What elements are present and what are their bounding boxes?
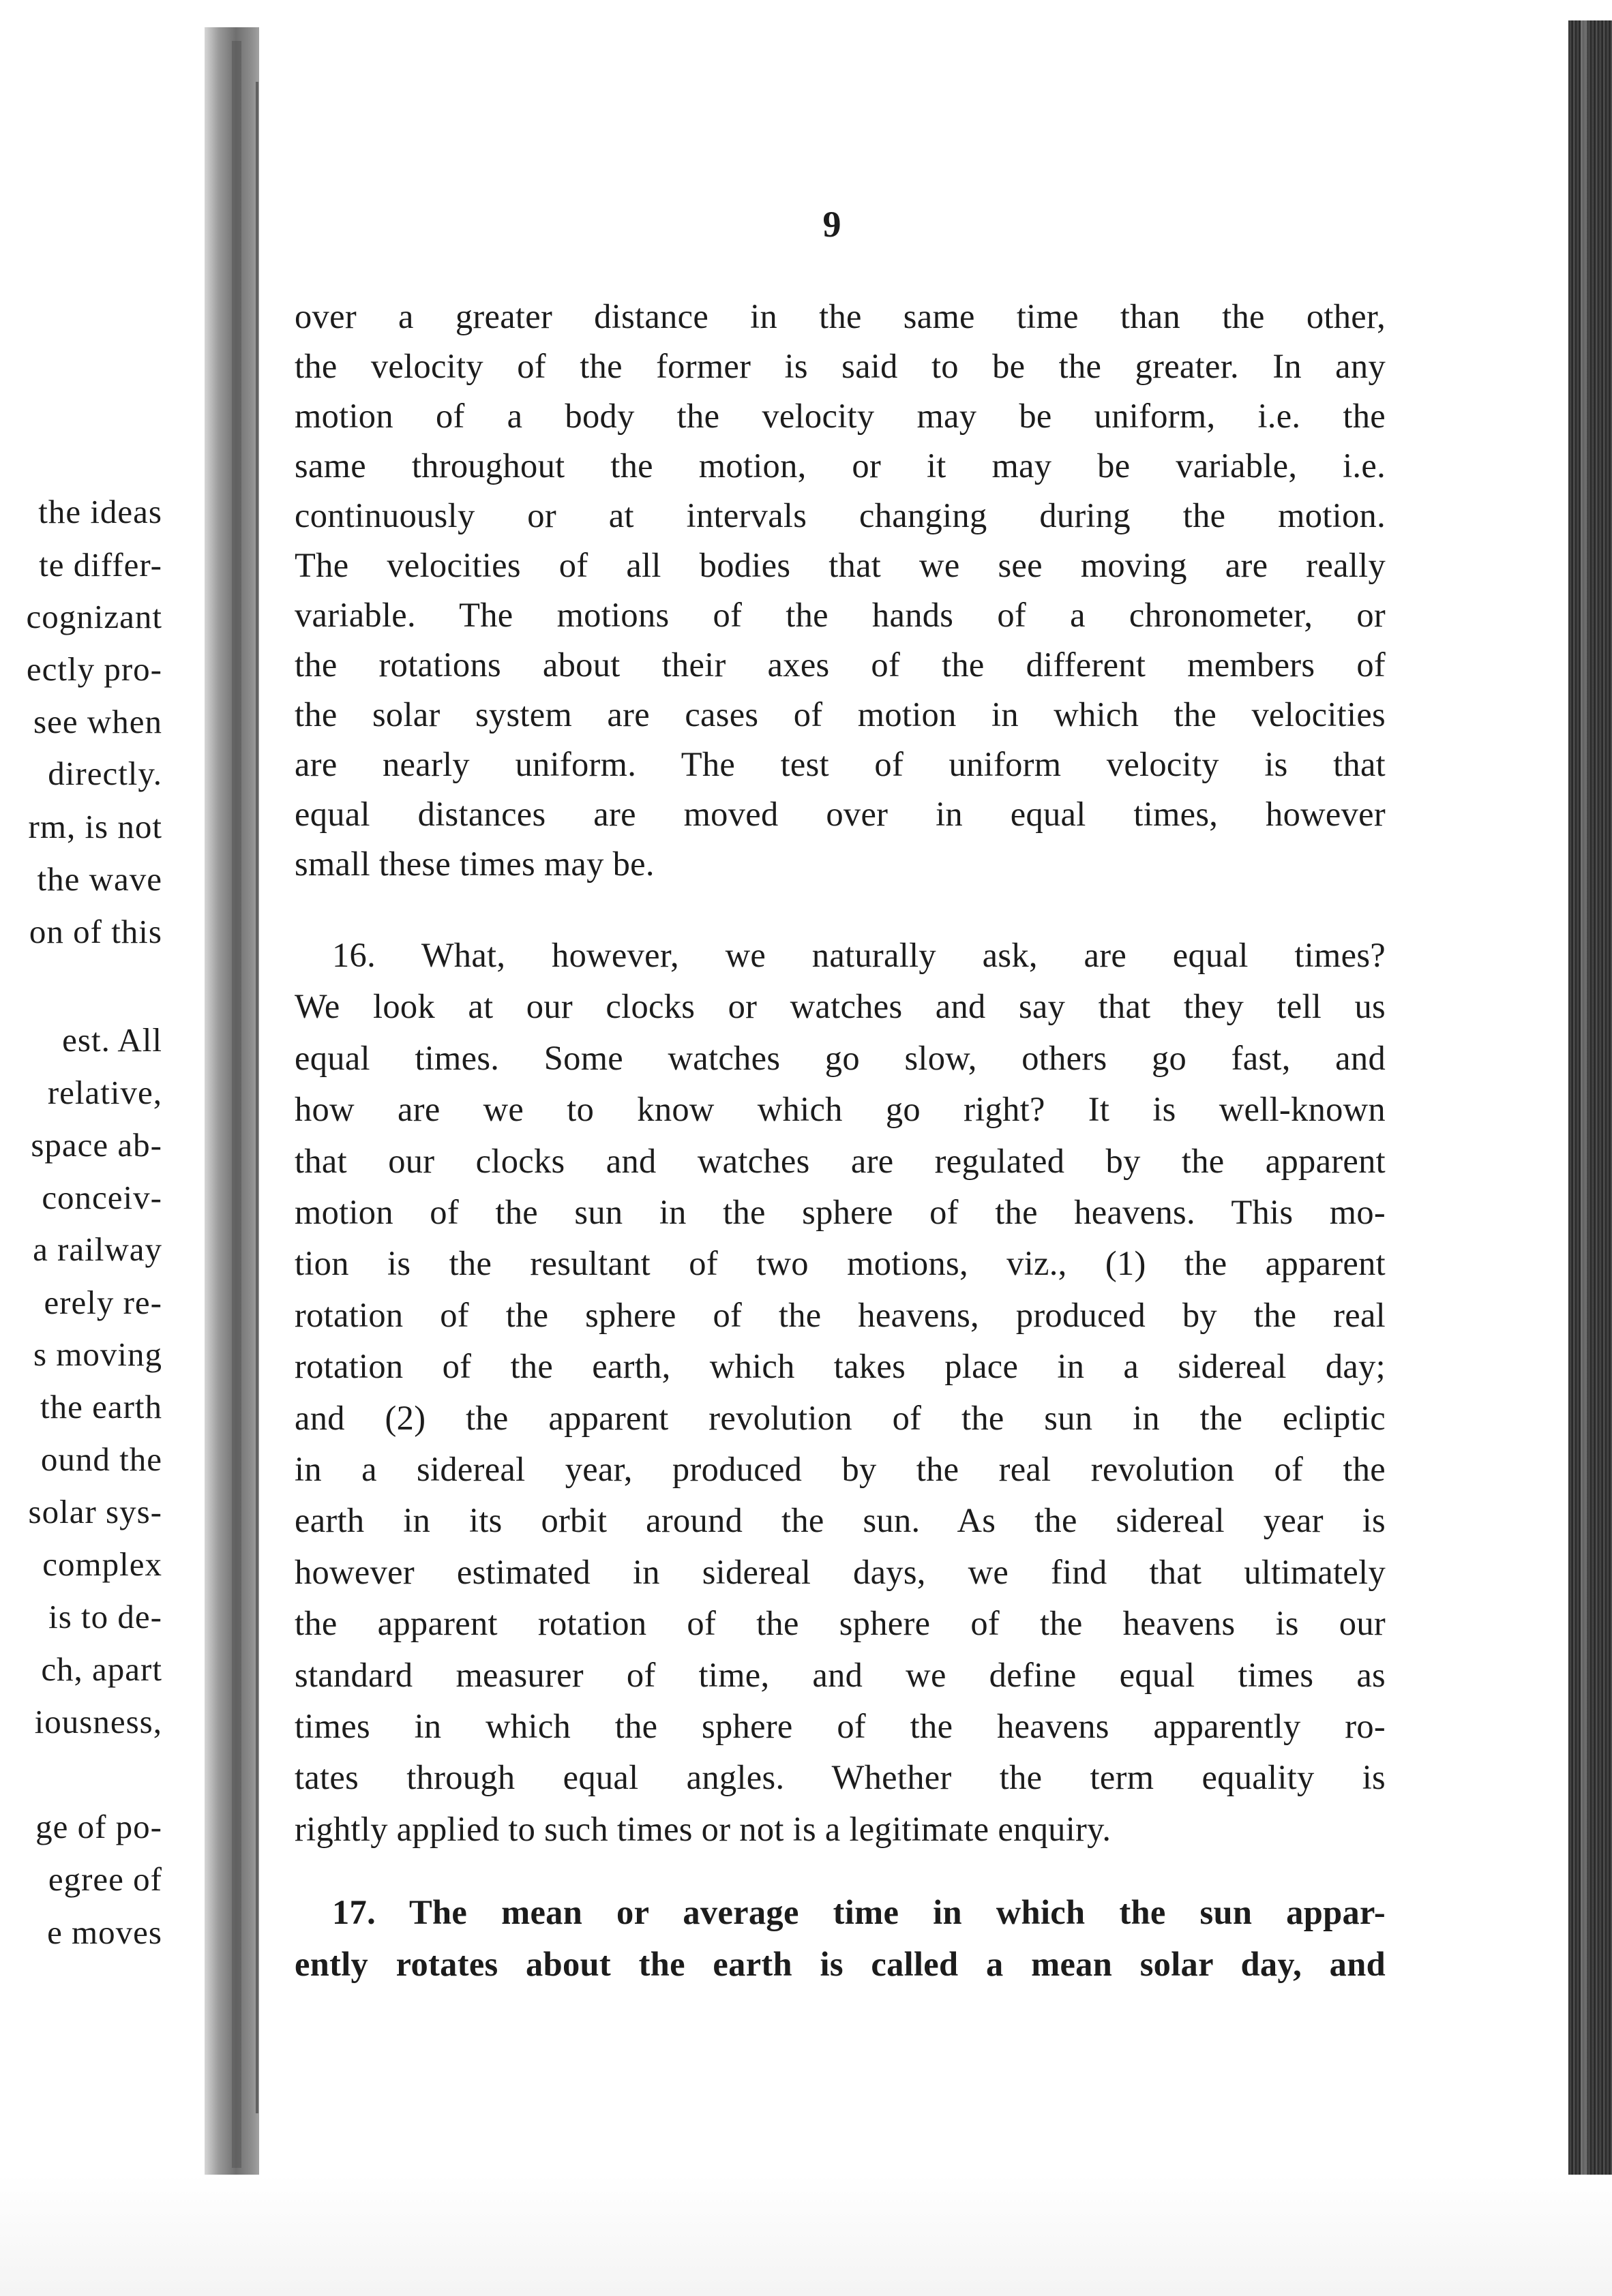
text-line: continuously or at intervals changing during the motion. <box>295 496 1386 534</box>
text-line: times in which the sphere of the heavens apparently ro- <box>295 1707 1386 1745</box>
text-line: tates through equal angles. Whether the term equality is <box>295 1758 1386 1796</box>
text-line: rotation of the earth, which takes place in a sidereal day; <box>295 1347 1386 1385</box>
facing-page-line: est. All <box>62 1021 162 1059</box>
text-line: The velocities of all bodies that we see moving are really <box>295 546 1386 584</box>
text-line: variable. The motions of the hands of a chronometer, or <box>295 596 1386 634</box>
page-edge-highlight <box>1581 20 1587 2296</box>
gutter-shadow-line <box>256 82 258 2113</box>
page-number: 9 <box>822 204 841 245</box>
text-line: the solar system are cases of motion in which the velocities <box>295 695 1386 734</box>
facing-page-line: solar sys- <box>28 1493 162 1530</box>
facing-page-line: egree of <box>48 1860 162 1898</box>
facing-page-line: a railway <box>33 1230 162 1268</box>
scan-bottom-margin <box>0 2175 1612 2296</box>
text-line: earth in its orbit around the sun. As the sidereal year is <box>295 1501 1386 1539</box>
facing-page-line: rm, is not <box>28 808 162 845</box>
text-line: however estimated in sidereal days, we find that ultimately <box>295 1553 1386 1591</box>
text-line: equal times. Some watches go slow, others go fast, and <box>295 1039 1386 1077</box>
facing-page-line: cognizant <box>26 598 162 635</box>
text-line: how are we to know which go right? It is well-known <box>295 1090 1386 1128</box>
facing-page-line: conceiv- <box>42 1179 162 1216</box>
facing-page-left <box>0 41 205 2175</box>
facing-page-line: relative, <box>47 1074 162 1111</box>
text-line: equal distances are moved over in equal times, however <box>295 795 1386 833</box>
text-line: We look at our clocks or watches and say that they tell us <box>295 987 1386 1025</box>
facing-page-line: see when <box>33 703 162 740</box>
facing-page-line: the earth <box>40 1388 162 1425</box>
text-line: that our clocks and watches are regulated by the apparent <box>295 1142 1386 1180</box>
text-line: ently rotates about the earth is called a mean solar day, and <box>295 1945 1386 1983</box>
text-line: same throughout the motion, or it may be variable, i.e. <box>295 447 1386 485</box>
page-edge-stack <box>1568 20 1612 2296</box>
text-line: standard measurer of time, and we define equal times as <box>295 1656 1386 1694</box>
facing-page-line: ound the <box>40 1440 162 1478</box>
text-line: in a sidereal year, produced by the real revolution of the <box>295 1450 1386 1488</box>
text-line: are nearly uniform. The test of uniform velocity is that <box>295 745 1386 783</box>
facing-page-line: iousness, <box>34 1703 162 1740</box>
facing-page-line: ectly pro- <box>26 650 162 688</box>
text-line: the rotations about their axes of the different members of <box>295 646 1386 684</box>
text-line: 16. What, however, we naturally ask, are equal times? <box>332 936 1386 974</box>
text-line: 17. The mean or average time in which the sun appar- <box>332 1893 1386 1931</box>
facing-page-line: s moving <box>33 1335 162 1373</box>
facing-page-line: ge of po- <box>35 1808 162 1845</box>
facing-page-line: te differ- <box>39 546 162 584</box>
text-line: rotation of the sphere of the heavens, produced by the real <box>295 1296 1386 1334</box>
facing-page-line: directly. <box>48 755 162 792</box>
text-line: tion is the resultant of two motions, viz., (1) the apparent <box>295 1244 1386 1282</box>
facing-page-line: e moves <box>47 1914 162 1951</box>
text-line: motion of a body the velocity may be uniform, i.e. the <box>295 397 1386 435</box>
text-line: the apparent rotation of the sphere of the heavens is our <box>295 1604 1386 1642</box>
text-line: and (2) the apparent revolution of the sun in the ecliptic <box>295 1399 1386 1437</box>
text-line: motion of the sun in the sphere of the heavens. This mo- <box>295 1193 1386 1231</box>
facing-page-line: is to de- <box>48 1598 162 1635</box>
text-line: the velocity of the former is said to be the greater. In any <box>295 347 1386 385</box>
facing-page-line: ch, apart <box>41 1650 162 1688</box>
text-line: rightly applied to such times or not is a legitimate enquiry. <box>295 1810 1111 1848</box>
facing-page-line: on of this <box>29 913 162 950</box>
facing-page-line: the ideas <box>38 493 162 530</box>
text-line: small these times may be. <box>295 845 655 883</box>
facing-page-line: space ab- <box>31 1126 162 1164</box>
facing-page-line: complex <box>42 1545 162 1583</box>
facing-page-line: erely re- <box>44 1284 162 1321</box>
facing-page-line: the wave <box>37 860 162 898</box>
text-line: over a greater distance in the same time than the other, <box>295 297 1386 335</box>
